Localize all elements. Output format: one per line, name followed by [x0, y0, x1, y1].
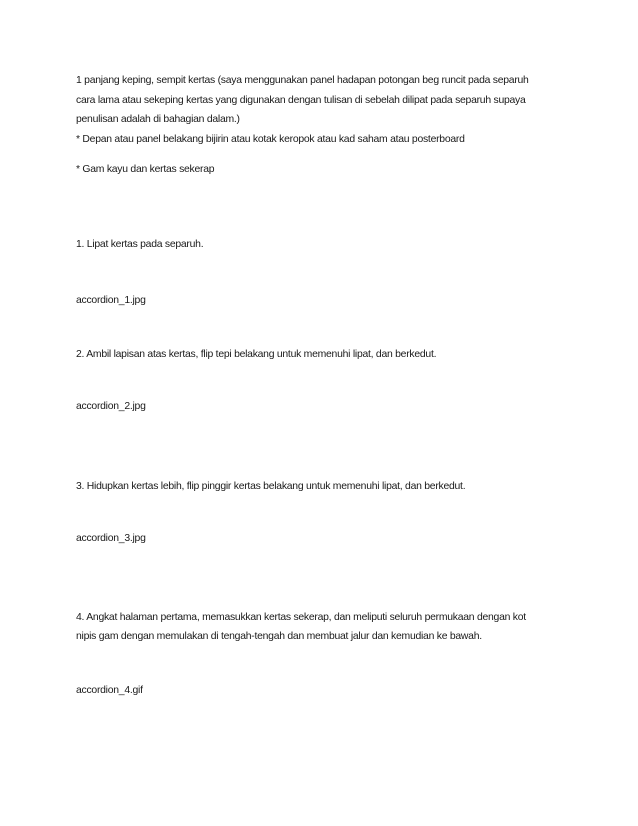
step-1-image-filename: accordion_1.jpg [76, 295, 146, 306]
material-item-board: * Depan atau panel belakang bijirin atau kotak keropok atau kad saham atau posterboard [76, 134, 465, 145]
step-4-text-line-1: 4. Angkat halaman pertama, memasukkan kertas sekerap, dan meliputi seluruh permukaan dengan kot [76, 612, 526, 623]
step-1-text: 1. Lipat kertas pada separuh. [76, 239, 204, 250]
step-3-text: 3. Hidupkan kertas lebih, flip pinggir kertas belakang untuk memenuhi lipat, dan berkedut. [76, 481, 466, 492]
step-2-text: 2. Ambil lapisan atas kertas, flip tepi belakang untuk memenuhi lipat, dan berkedut. [76, 349, 437, 360]
intro-line-1: 1 panjang keping, sempit kertas (saya menggunakan panel hadapan potongan beg runcit pada separuh [76, 75, 529, 86]
step-4-text-line-2: nipis gam dengan memulakan di tengah-tengah dan membuat jalur dan kemudian ke bawah. [76, 631, 482, 642]
step-4-image-filename: accordion_4.gif [76, 685, 143, 696]
step-3-image-filename: accordion_3.jpg [76, 533, 146, 544]
intro-line-2: cara lama atau sekeping kertas yang digunakan dengan tulisan di sebelah dilipat pada separuh supaya [76, 95, 526, 106]
step-2-image-filename: accordion_2.jpg [76, 401, 146, 412]
intro-line-3: penulisan adalah di bahagian dalam.) [76, 114, 240, 125]
material-item-glue: * Gam kayu dan kertas sekerap [76, 164, 215, 175]
